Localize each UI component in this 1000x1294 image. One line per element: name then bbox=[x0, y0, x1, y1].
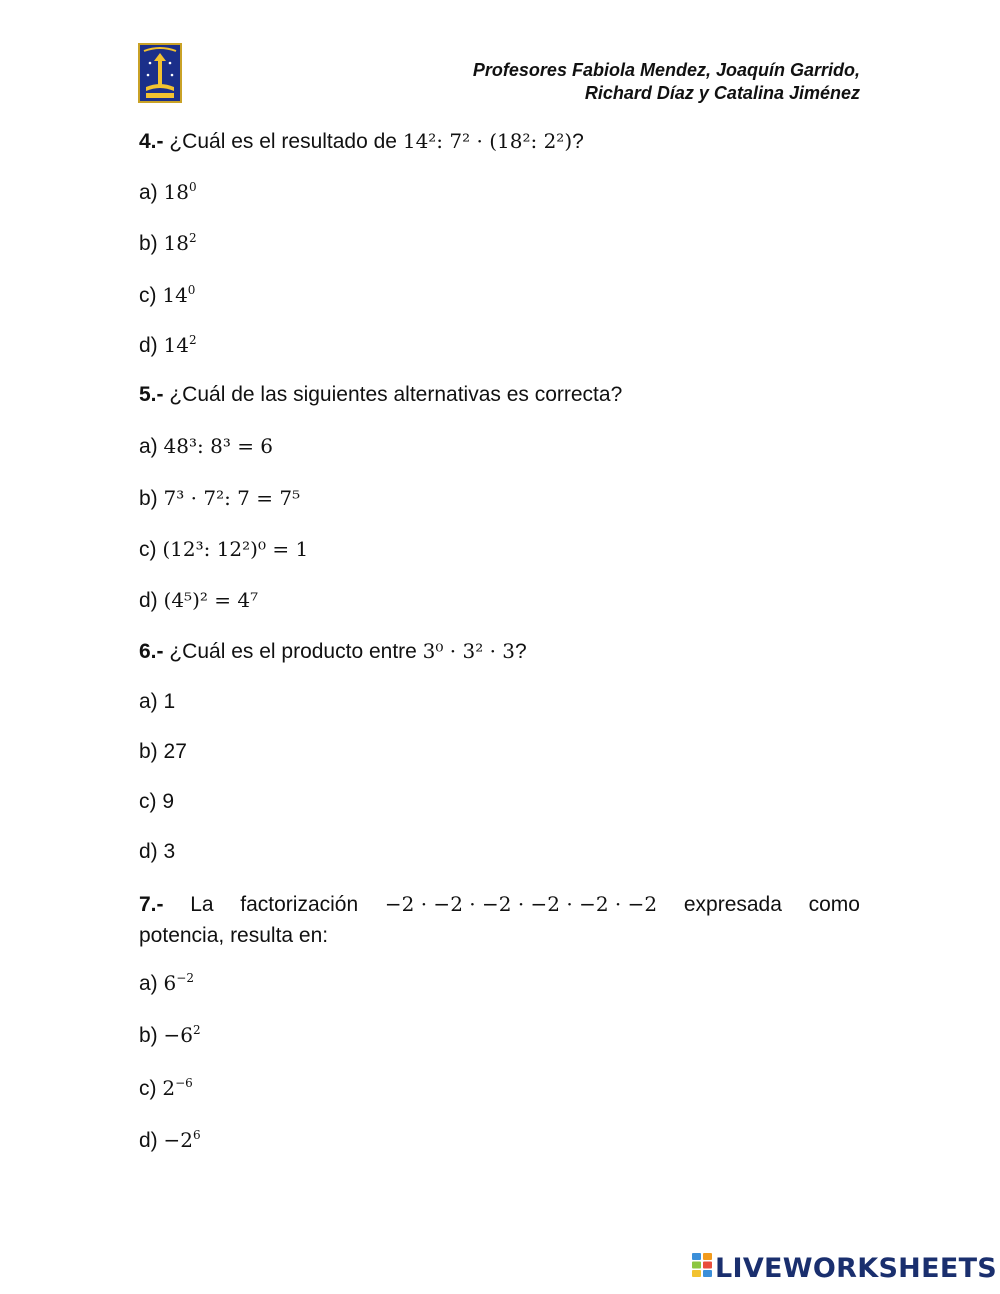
option-7b[interactable] bbox=[139, 1023, 860, 1048]
option-exponent: 2 bbox=[188, 333, 197, 347]
option-7a[interactable] bbox=[139, 971, 860, 996]
option-5a[interactable] bbox=[139, 434, 860, 459]
option-5d[interactable] bbox=[139, 588, 860, 613]
question-number: 4.- bbox=[139, 130, 164, 153]
question-end: ? bbox=[515, 640, 527, 663]
question-4 bbox=[139, 129, 860, 154]
option-expression: 48³: 8³ = 6 bbox=[163, 434, 274, 458]
option-label: a) bbox=[139, 690, 158, 713]
question-word: La bbox=[190, 893, 214, 916]
question-expression: −2 · −2 · −2 · −2 · −2 · −2 bbox=[384, 892, 658, 916]
option-exponent: −2 bbox=[176, 971, 194, 985]
option-base: 6 bbox=[163, 971, 177, 995]
liveworksheets-logo-icon bbox=[692, 1253, 712, 1283]
option-label: a) bbox=[139, 181, 158, 204]
option-base: −6 bbox=[163, 1023, 194, 1047]
option-label: c) bbox=[139, 284, 157, 307]
option-value: 9 bbox=[162, 790, 175, 813]
option-exponent: 2 bbox=[188, 231, 197, 245]
option-value: 27 bbox=[163, 740, 187, 763]
question-expression: 3⁰ · 3² · 3 bbox=[422, 639, 516, 663]
question-word: expresada bbox=[683, 893, 782, 916]
option-label: a) bbox=[139, 435, 158, 458]
option-base: 14 bbox=[162, 283, 188, 307]
option-4a[interactable] bbox=[139, 180, 860, 205]
question-5 bbox=[139, 383, 860, 407]
option-6a[interactable] bbox=[139, 690, 860, 714]
option-label: c) bbox=[139, 790, 157, 813]
question-6 bbox=[139, 639, 860, 664]
liveworksheets-brand[interactable] bbox=[692, 1252, 997, 1284]
option-value: 1 bbox=[163, 690, 176, 713]
option-label: c) bbox=[139, 538, 157, 561]
question-text: ¿Cuál es el resultado de bbox=[169, 130, 397, 153]
option-6c[interactable] bbox=[139, 790, 860, 814]
option-4b[interactable] bbox=[139, 231, 860, 256]
question-continuation: potencia, resulta en: bbox=[139, 924, 329, 947]
header bbox=[473, 59, 860, 105]
option-exponent: 2 bbox=[193, 1023, 201, 1037]
option-base: 14 bbox=[163, 333, 189, 357]
option-base: −2 bbox=[163, 1128, 194, 1152]
question-end: ? bbox=[572, 130, 584, 153]
option-label: d) bbox=[139, 589, 158, 612]
option-expression: (4⁵)² = 4⁷ bbox=[163, 588, 259, 612]
question-expression: 14²: 7² · (18²: 2²) bbox=[402, 129, 573, 153]
option-4d[interactable] bbox=[139, 333, 860, 358]
option-value: 3 bbox=[163, 840, 176, 863]
question-text: ¿Cuál es el producto entre bbox=[169, 640, 417, 663]
question-word: como bbox=[808, 893, 860, 916]
option-exponent: −6 bbox=[175, 1076, 193, 1090]
option-label: b) bbox=[139, 740, 158, 763]
question-number: 6.- bbox=[139, 640, 164, 663]
option-label: b) bbox=[139, 1024, 158, 1047]
option-exponent: 0 bbox=[187, 283, 196, 297]
option-label: d) bbox=[139, 840, 158, 863]
option-label: b) bbox=[139, 487, 158, 510]
option-6b[interactable] bbox=[139, 740, 860, 764]
option-5c[interactable] bbox=[139, 537, 860, 562]
question-text: ¿Cuál de las siguientes alternativas es correcta? bbox=[169, 383, 623, 406]
question-7 bbox=[139, 889, 860, 951]
header-line-2: Richard Díaz y Catalina Jiménez bbox=[584, 83, 860, 103]
brand-name: LIVEWORKSHEETS bbox=[715, 1252, 998, 1284]
school-crest-icon bbox=[138, 43, 182, 103]
option-expression: (12³: 12²)⁰ = 1 bbox=[162, 537, 309, 561]
option-base: 18 bbox=[163, 180, 189, 204]
option-7c[interactable] bbox=[139, 1076, 860, 1101]
option-5b[interactable] bbox=[139, 486, 860, 511]
option-label: d) bbox=[139, 334, 158, 357]
option-7d[interactable] bbox=[139, 1128, 860, 1153]
option-base: 2 bbox=[162, 1076, 176, 1100]
header-line-1: Profesores Fabiola Mendez, Joaquín Garrido, bbox=[472, 60, 860, 80]
option-exponent: 0 bbox=[188, 180, 197, 194]
option-label: a) bbox=[139, 972, 158, 995]
question-word: factorización bbox=[240, 893, 359, 916]
option-exponent: 6 bbox=[193, 1128, 201, 1142]
option-6d[interactable] bbox=[139, 840, 860, 864]
option-label: b) bbox=[139, 232, 158, 255]
option-expression: 7³ · 7²: 7 = 7⁵ bbox=[163, 486, 301, 510]
question-number: 5.- bbox=[139, 383, 164, 406]
question-number: 7.- bbox=[139, 893, 164, 916]
option-base: 18 bbox=[163, 231, 189, 255]
option-label: d) bbox=[139, 1129, 158, 1152]
option-label: c) bbox=[139, 1077, 157, 1100]
option-4c[interactable] bbox=[139, 283, 860, 308]
